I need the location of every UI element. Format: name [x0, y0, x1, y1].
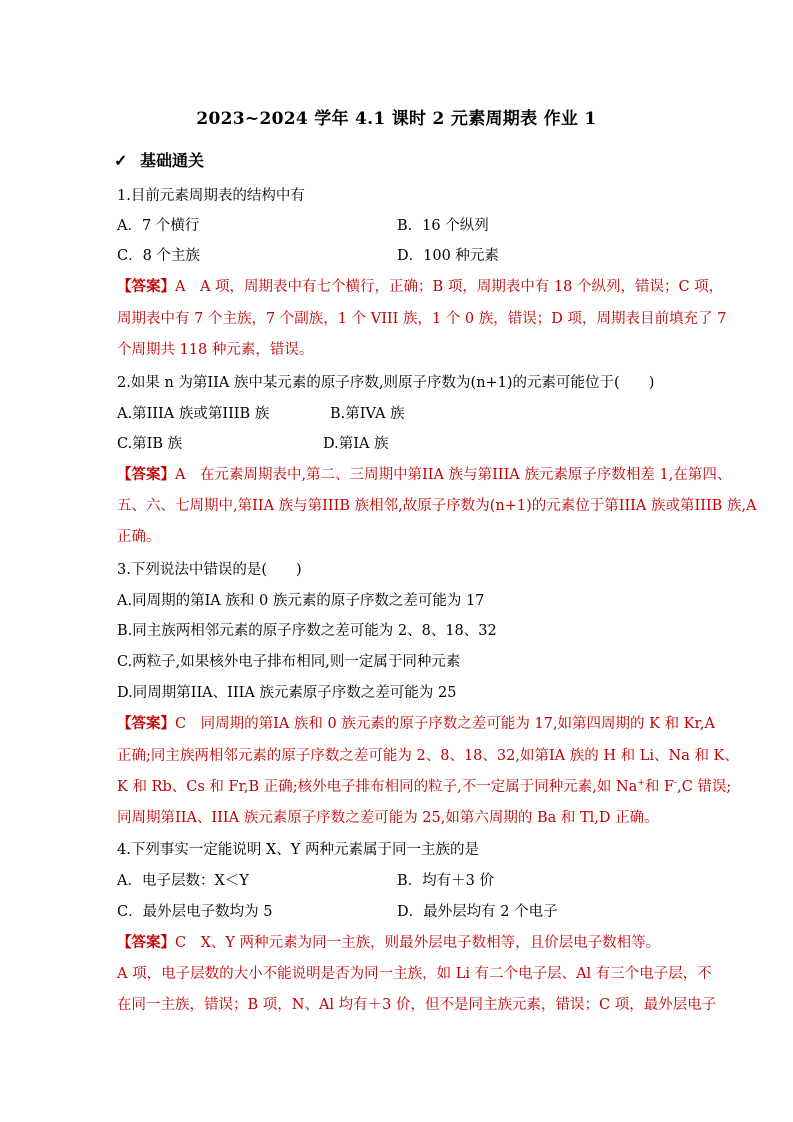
- q3-answer-line-2: 正确;同主族两相邻元素的原子序数之差可能为 2、8、18、32,如第IA 族的 H 和 Li、Na 和 K、: [117, 748, 739, 764]
- q1-stem: 1.目前元素周期表的结构中有: [117, 188, 305, 204]
- q1-option-a: A．7 个横行: [117, 218, 200, 234]
- q1-option-c: C．8 个主族: [117, 248, 200, 264]
- q4-stem: 4.下列事实一定能说明 X、Y 两种元素属于同一主族的是: [117, 842, 479, 858]
- superscript-minus: -: [674, 778, 678, 789]
- q2-options-row1: [117, 404, 722, 424]
- q2-option-a: A.第IIIA 族或第IIIB 族: [117, 406, 270, 422]
- q4-answer-line-2: A 项，电子层数的大小不能说明是否为同一主族，如 Li 有二个电子层、Al 有三个电子层，不: [117, 966, 712, 982]
- q1-answer-line-1: 【答案】A A 项，周期表中有七个横行，正确；B 项，周期表中有 18 个纵列，错误；C 项，: [117, 278, 724, 295]
- page-title: 2023~2024 学年 4.1 课时 2 元素周期表 作业 1: [196, 109, 597, 129]
- q2-option-b: B.第IVA 族: [330, 406, 405, 422]
- q2-option-c: C.第IB 族: [117, 436, 183, 452]
- q4-answer-line-3: 在同一主族，错误；B 项，N、Al 均有＋3 价，但不是同主族元素，错误；C 项，最外层电子: [117, 997, 717, 1013]
- answer-label: 【答案】: [117, 278, 175, 295]
- q3-option-a: A.同周期的第IA 族和 0 族元素的原子序数之差可能为 17: [117, 593, 485, 609]
- q1-answer-line-3: 个周期共 118 种元素，错误。: [117, 342, 314, 358]
- section-label: 基础通关: [140, 151, 205, 170]
- q2-answer-line-2: 五、六、七周期中,第IIA 族与第IIIB 族相邻,故原子序数为(n+1)的元素位于第IIIA 族或第IIIB 族,A: [117, 498, 757, 514]
- answer-label: 【答案】: [117, 466, 175, 483]
- q3-option-d: D.同周期第IIA、IIIA 族元素原子序数之差可能为 25: [117, 685, 457, 701]
- q3-stem: 3.下列说法中错误的是( ): [117, 562, 302, 578]
- q2-answer-line-1: 【答案】A 在元素周期表中,第二、三周期中第IIA 族与第IIIA 族元素原子序数相差 1,在第四、: [117, 466, 732, 483]
- q4-options-row1: [117, 871, 722, 891]
- superscript-plus: +: [637, 778, 645, 789]
- answer-label: 【答案】: [117, 934, 175, 951]
- section-heading: [114, 148, 204, 171]
- q3-option-b: B.同主族两相邻元素的原子序数之差可能为 2、8、18、32: [117, 623, 497, 639]
- q2-option-d: D.第IA 族: [323, 436, 389, 452]
- q3-answer-line-4: 同周期第IIA、IIIA 族元素原子序数之差可能为 25,如第六周期的 Ba 和 Tl,D 正确。: [117, 810, 659, 826]
- q4-option-d: D．最外层均有 2 个电子: [397, 904, 558, 920]
- q1-answer-line-2: 周期表中有 7 个主族，7 个副族，1 个 VIII 族，1 个 0 族，错误；D 项，周期表目前填充了 7: [117, 311, 727, 327]
- q3-answer-line-3: K 和 Rb、Cs 和 Fr,B 正确;核外电子排布相同的粒子,不一定属于同种元素,如 Na+和 F-,C 错误;: [117, 778, 732, 795]
- q4-options-row2: [117, 902, 722, 922]
- q3-answer-line-1: 【答案】C 同周期的第IA 族和 0 族元素的原子序数之差可能为 17,如第四周期的 K 和 Kr,A: [117, 715, 715, 732]
- q1-options-row2: [117, 246, 722, 266]
- q4-option-a: A．电子层数：X＜Y: [117, 873, 249, 889]
- q2-answer-line-3: 正确。: [117, 529, 161, 545]
- q4-option-b: B．均有＋3 价: [397, 873, 494, 889]
- checkmark-icon: ✓: [114, 151, 128, 170]
- q4-option-c: C．最外层电子数均为 5: [117, 904, 273, 920]
- q2-stem: 2.如果 n 为第IIA 族中某元素的原子序数,则原子序数为(n+1)的元素可能位于( ): [117, 375, 655, 391]
- answer-label: 【答案】: [117, 715, 175, 732]
- q1-option-b: B．16 个纵列: [397, 218, 489, 234]
- q3-option-c: C.两粒子,如果核外电子排布相同,则一定属于同种元素: [117, 654, 461, 670]
- q2-options-row2: [117, 434, 722, 454]
- q1-option-d: D．100 种元素: [397, 248, 499, 264]
- q1-options-row1: [117, 216, 722, 236]
- q4-answer-line-1: 【答案】C X、Y 两种元素为同一主族，则最外层电子数相等，且价层电子数相等。: [117, 934, 661, 951]
